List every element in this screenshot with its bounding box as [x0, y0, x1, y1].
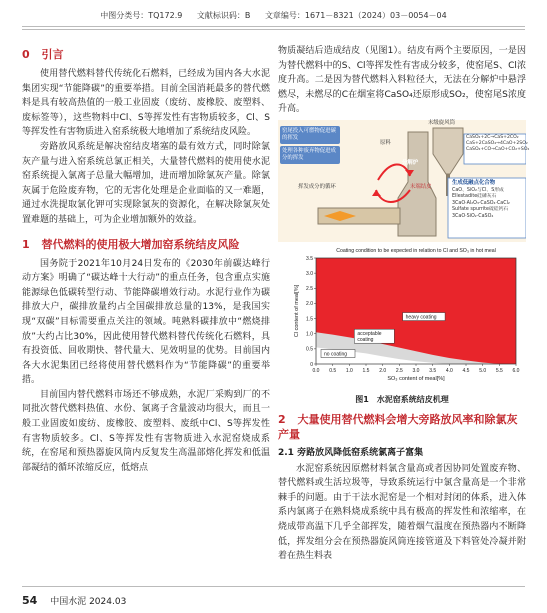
x-tick-label: 4.0: [445, 367, 453, 374]
box-fuel-input: 窑尾投入可燃物促进碳的挥发: [280, 126, 340, 144]
document-code: 文献标识码：B: [196, 11, 251, 20]
coating-title: 生成低融点化合物: [452, 179, 496, 186]
coating-compounds: CaO、SiO₂与Cl、S形成Ellestadite硅磷灰石 3CaO·Al₂O₃·CaSO₄·CaCl₂ Sulfate spurrite硫硅钙石 3CaO·SiO₂·CaSO₄: [452, 187, 510, 219]
y-tick-label: 0: [310, 361, 313, 368]
page-header: [0, 10, 547, 21]
box-waste-treatment: 处理各种废弃物促进成分的挥发: [280, 146, 340, 164]
y-tick-label: 2.5: [306, 286, 313, 293]
paragraph: 物质凝结后造成结皮（见图1）。结皮有两个主要原因，一是因为替代燃料中的S、Cl等挥发性有害成分较多，使窑尾S、Cl浓度升高。二是因为替代燃料入料粒径大，无法在分解炉中悬浮燃尽，未燃尽的C在烟室将CaSO₄还原形成SO₂，使窑尾S浓度升高。: [278, 46, 526, 115]
paragraph: 旁路放风系统是解决窑结皮堵塞的最有效方式，同时除氯灰产量与进入窑系统总氯正相关，大量替代燃料的使用使水泥窑系统提入氯离子总量大幅增加，进而增加除氯灰产量。除氯灰属于危险废弃物，它的无害化处理是企业面临的又一难题，通过水洗提取氯化钾可实现除氯灰的资源化，在解决除氯灰处置难题的基础上，可为企业增加额外的效益。: [22, 141, 270, 225]
reaction-equations: CaSO₄+2C→CaS+2CO₂ CaS+2CaSO₄→4CaO+2SO₂ CaSO₄+CO→CaO+CO₂+SO₂: [466, 134, 530, 152]
y-tick-label: 1.5: [306, 316, 313, 323]
section-title: 引言: [41, 48, 64, 61]
header-rule-2: [22, 29, 525, 30]
journal-name: 中国水泥: [50, 597, 87, 607]
chart-title: Coating condition to be expected in relation to Cl and SO₃ in hot meal: [336, 247, 496, 254]
paragraph: 国务院于2021年10月24日发布的《2030年前碳达峰行动方案》明确了“碳达峰十大行动”的重点任务，包含重点实施能源绿色低碳转型行动、节能降碳增效行动。水泥行业作为碳排放大户，碳排放量约占全国碳排放总量的13%，是我国实现“双碳”目标需要重点关注的领域。吨熟料碳排放中“燃烧排放”大约占比30%，因此使用替代燃料替代传统化石燃料，具有投资低、回收期快、替代量大、见效明显的优势。目前国内各大水泥集团已经将使用替代燃料作为“节能降碳”的重要举措。: [22, 258, 270, 386]
x-tick-label: 0.0: [312, 367, 320, 374]
x-tick-label: 1.5: [362, 367, 370, 374]
y-tick-label: 1.0: [306, 331, 313, 338]
section-0-heading: [22, 47, 270, 62]
article-number: 文章编号：1671－8321（2024）03－0054－04: [264, 11, 447, 20]
label-inlet-coating: 末端结皮: [410, 183, 432, 190]
subsection-title: 旁路放风降低窑系统氯离子富集: [297, 447, 424, 458]
y-tick-label: 3.0: [306, 270, 313, 277]
figure-caption: 图1 水泥窑系统结皮机理: [355, 394, 449, 404]
y-tick-label: 0.5: [306, 346, 313, 353]
x-tick-label: 5.0: [479, 367, 487, 374]
x-tick-label: 3.0: [412, 367, 420, 374]
paragraph: 目前国内替代燃料市场还不够成熟，水泥厂采购到厂的不同批次替代燃料热值、水份、氯离子含量波动均很大，而且一般工业固废如废纺、废橡胶、废塑料、废纸中Cl、S等挥发性有害物质较多。Cl、S等挥发性有害物质进入水泥窑烧成系统，在窑尾和预热器旋风筒内反复发生高温部熔化挥发和低温部凝结的循环浓缩反应，低熔点: [22, 389, 270, 473]
section-2-heading: [278, 412, 526, 442]
y-tick-label: 3.5: [306, 255, 313, 262]
label-raw-meal: 原料: [380, 139, 391, 146]
left-column: [22, 44, 270, 475]
x-axis-label: SO₃ content of meal[%]: [387, 375, 445, 382]
x-tick-label: 2.0: [379, 367, 387, 374]
footer-rule: [22, 586, 525, 587]
x-tick-label: 6.0: [512, 367, 520, 374]
section-1-heading: [22, 237, 270, 252]
header-rule: [22, 26, 525, 27]
y-axis-label: Cl content of meal[%]: [294, 284, 300, 338]
heavy-coating-label: heavy coating: [405, 314, 437, 321]
no-coating-label: no coating: [324, 351, 348, 358]
section-title: 替代燃料的使用极大增加窑系统结皮风险: [41, 237, 240, 251]
label-calciner: 分解炉: [402, 159, 419, 166]
x-tick-label: 3.5: [429, 367, 437, 374]
y-tick-label: 2.0: [306, 301, 313, 308]
label-last-cyclone: 末级旋风筒: [428, 119, 455, 126]
label-volatile-cycle: 挥发成分的循环: [298, 183, 336, 190]
section-title: 大量使用替代燃料会增大旁路放风率和除氯灰产量: [278, 412, 518, 441]
paragraph: 水泥窑系统因原燃材料氯含量高或者因协同处置废弃物、替代燃料或生活垃圾等，导致系统运行中氯含量高是一个非常棘手的问题。由于干法水泥窑是一个相对封闭的体系，进入体系内氯离子在熟料烧成系统中具有极高的挥发性和浓缩率，在烧成带高温下几乎全部挥发，随着烟气温度在预热器内不断降低，挥发组分会在预热器旋风筒连接管道及下料管处冷凝并附着在热生料表: [278, 463, 526, 562]
right-column: [278, 44, 530, 564]
subsection-heading: [278, 447, 526, 460]
acceptable-coating-label: acceptable: [357, 331, 382, 338]
acceptable-coating-label: coating: [357, 337, 374, 344]
paragraph: 使用替代燃料替代传统化石燃料，已经成为国内各大水泥集团实现“节能降碳”的重要举措。目前全国消耗最多的替代燃料是具有较高热值的一般工业固废（废纺、废橡胶、废塑料、废标签等），这些物料中Cl、S等挥发性有害物质较多，Cl、S等挥发性有害物质进入窑系统极大地增加了系统结皮风险。: [22, 69, 270, 138]
x-tick-label: 5.5: [495, 367, 503, 374]
journal-issue: 2024.03: [89, 597, 127, 607]
x-tick-label: 4.5: [462, 367, 470, 374]
x-tick-label: 0.5: [329, 367, 337, 374]
x-tick-label: 1.0: [345, 367, 353, 374]
coating-mechanism-diagram: [278, 119, 530, 242]
section-number: 1: [22, 237, 30, 251]
page-number: 54: [22, 594, 38, 607]
clc-number: 中图分类号：TQ172.9: [100, 11, 183, 20]
section-number: 2: [278, 412, 286, 426]
subsection-number: 2.1: [278, 447, 294, 458]
x-tick-label: 2.5: [395, 367, 403, 374]
coating-chart: [278, 244, 526, 392]
page-footer: [22, 594, 126, 607]
coating-chart-svg: [278, 244, 526, 392]
section-number: 0: [22, 48, 30, 61]
